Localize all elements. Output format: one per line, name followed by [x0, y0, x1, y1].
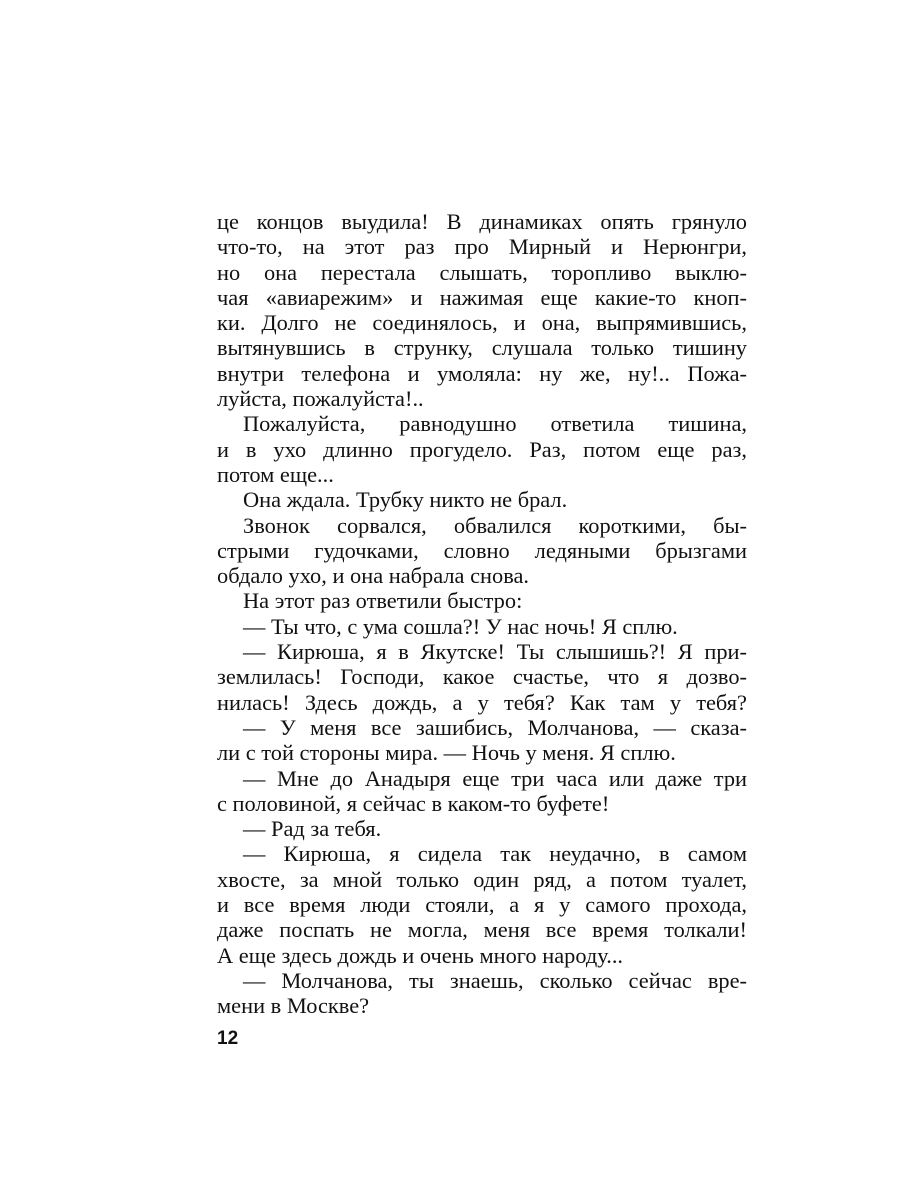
- text-line: ли с той стороны мира. — Ночь у меня. Я сплю.: [217, 740, 676, 766]
- text-line: — Кирюша, я в Якутске! Ты слышишь?! Я при-: [243, 639, 747, 665]
- text-line: луйста, пожалуйста!..: [217, 386, 424, 412]
- text-line: даже поспать не могла, меня все время толкали!: [217, 917, 747, 943]
- text-line: На этот раз ответили быстро:: [243, 588, 523, 614]
- text-line: А еще здесь дождь и очень много народу...: [217, 942, 624, 968]
- text-line: Она ждала. Трубку никто не брал.: [243, 487, 568, 513]
- text-line: и в ухо длинно прогудело. Раз, потом еще раз,: [217, 436, 747, 462]
- text-line: — Мне до Анадыря еще три часа или даже три: [243, 765, 747, 791]
- text-line: внутри телефона и умоляла: ну же, ну!.. Пожа-: [217, 360, 747, 386]
- text-line: обдало ухо, и она набрала снова.: [217, 563, 530, 589]
- text-line: землилась! Господи, какое счастье, что я дозво-: [217, 664, 747, 690]
- text-line: — Кирюша, я сидела так неудачно, в самом: [243, 841, 747, 867]
- text-line: стрыми гудочками, словно ледяными брызгами: [217, 537, 747, 563]
- text-line: — Молчанова, ты знаешь, сколько сейчас вре-: [243, 967, 747, 993]
- text-line: с половиной, я сейчас в каком-то буфете!: [217, 790, 610, 816]
- text-line: — У меня все зашибись, Молчанова, — сказа-: [243, 714, 747, 740]
- page-number: 12: [217, 1028, 239, 1049]
- text-line: це концов выудила! В динамиках опять грянуло: [217, 209, 747, 234]
- text-line: Звонок сорвался, обвалился короткими, бы-: [243, 512, 747, 538]
- text-line: потом еще...: [217, 461, 334, 487]
- text-line: и все время люди стояли, а я у самого прохода,: [217, 892, 747, 918]
- text-line: вытянувшись в струнку, слушала только тишину: [217, 335, 747, 361]
- text-line: хвосте, за мной только один ряд, а потом туалет,: [217, 866, 747, 892]
- text-line: — Рад за тебя.: [243, 816, 382, 842]
- text-line: Пожалуйста, равнодушно ответила тишина,: [243, 411, 747, 437]
- text-line: мени в Москве?: [217, 993, 370, 1019]
- text-line: что-то, на этот раз про Мирный и Нерюнгри,: [217, 234, 747, 260]
- text-line: чая «авиарежим» и нажимая еще какие-то кноп-: [217, 284, 747, 310]
- body-text: [217, 209, 747, 1019]
- text-line: ки. Долго не соединялось, и она, выпрямившись,: [217, 310, 747, 336]
- text-line: но она перестала слышать, торопливо выклю-: [217, 259, 747, 285]
- text-line: — Ты что, с ума сошла?! У нас ночь! Я сплю.: [243, 613, 678, 639]
- text-line: нилась! Здесь дождь, а у тебя? Как там у тебя?: [217, 689, 747, 715]
